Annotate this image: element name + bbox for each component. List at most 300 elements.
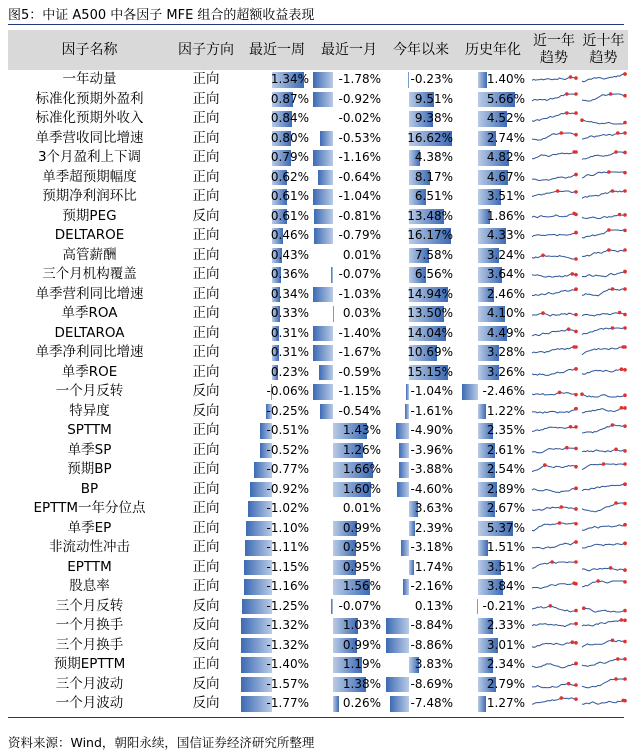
ytd-value: 6.56%	[414, 267, 453, 281]
factor-name: 三个月波动	[55, 675, 124, 692]
month-value: -0.53%	[338, 130, 381, 145]
table-row	[8, 499, 628, 519]
trend-1y-sparkline	[530, 266, 578, 283]
factor-direction: 正向	[192, 188, 220, 204]
annual-value: 2.67%	[486, 501, 525, 515]
month-value: -0.92%	[338, 91, 381, 106]
ytd-value: -8.86%	[410, 637, 453, 652]
trend-10y-sparkline	[580, 559, 627, 576]
month-value: 1.38%	[342, 676, 381, 691]
month-value: -1.04%	[338, 189, 381, 203]
trend-10y-sparkline	[580, 442, 627, 459]
month-value: -0.02%	[338, 111, 381, 125]
annual-value: 4.33%	[486, 228, 525, 242]
ytd-value: -4.90%	[410, 423, 453, 437]
ytd-value: -0.23%	[410, 72, 453, 86]
table-row	[8, 129, 628, 149]
trend-1y-sparkline	[530, 695, 578, 712]
annual-value: 3.51%	[486, 189, 525, 203]
annual-value: 5.66%	[486, 91, 525, 106]
figure-title: 图5：中证 A500 中各因子 MFE 组合的超额收益表现	[8, 8, 315, 23]
annual-value: 1.51%	[486, 540, 525, 554]
trend-10y-sparkline	[580, 656, 627, 673]
trend-1y-sparkline	[530, 403, 578, 420]
factor-name: 单季ROA	[61, 305, 118, 321]
week-value: -1.40%	[266, 657, 309, 671]
month-value: -0.64%	[338, 169, 381, 184]
table-row	[8, 597, 628, 617]
week-value: -1.32%	[266, 618, 309, 632]
factor-direction: 正向	[192, 110, 220, 126]
table-row	[8, 90, 628, 110]
trend-10y-sparkline	[580, 364, 627, 381]
table-row	[8, 460, 628, 480]
trend-10y-sparkline	[580, 325, 627, 342]
trend-10y-sparkline	[580, 71, 627, 88]
week-value: -0.92%	[266, 481, 309, 496]
ytd-value: 3.83%	[414, 657, 453, 671]
annual-value: 5.37%	[486, 520, 525, 535]
table-row	[8, 655, 628, 675]
trend-10y-sparkline	[580, 305, 627, 322]
trend-10y-sparkline	[580, 247, 627, 264]
ytd-value: -4.60%	[410, 481, 453, 496]
annual-value: 3.51%	[486, 559, 525, 574]
annual-value: 2.54%	[486, 462, 525, 476]
table-header	[8, 30, 628, 70]
trend-1y-sparkline	[530, 461, 578, 478]
month-value: 1.60%	[342, 481, 381, 496]
annual-value: 4.82%	[486, 150, 525, 164]
annual-value: 4.10%	[486, 306, 525, 320]
factor-name: 三个月换手	[55, 636, 124, 653]
factor-name: 预期BP	[67, 461, 112, 477]
factor-name: 单季EP	[67, 519, 112, 536]
trend-10y-sparkline	[580, 130, 627, 147]
table-row	[8, 343, 628, 363]
annual-value: 4.52%	[486, 111, 525, 125]
factor-direction: 反向	[192, 597, 220, 614]
trend-10y-sparkline	[580, 227, 627, 244]
ytd-value: 14.04%	[407, 325, 453, 340]
week-value: -1.32%	[266, 637, 309, 652]
week-value: -0.06%	[266, 384, 309, 398]
table-row	[8, 109, 628, 129]
annual-value: -2.46%	[482, 384, 525, 398]
factor-direction: 正向	[192, 129, 220, 146]
ytd-value: 8.17%	[414, 169, 453, 184]
month-value: 1.43%	[342, 423, 381, 437]
annual-value: 3.24%	[486, 247, 525, 262]
factor-name: 单季净利同比增速	[35, 344, 144, 360]
table-row	[8, 246, 628, 266]
trend-1y-sparkline	[530, 481, 578, 498]
week-value: 1.34%	[270, 72, 309, 86]
week-value: -1.15%	[266, 559, 309, 574]
month-value: -0.81%	[338, 208, 381, 223]
header-direction: 因子方向	[178, 41, 234, 58]
week-value: 0.31%	[270, 345, 309, 359]
annual-value: 2.61%	[486, 442, 525, 457]
trend-1y-sparkline	[530, 364, 578, 381]
table-row	[8, 226, 628, 246]
trend-1y-sparkline	[530, 208, 578, 225]
factor-name: 标准化预期外收入	[35, 110, 144, 126]
table-row	[8, 382, 628, 402]
factor-direction: 正向	[192, 149, 220, 165]
month-value: 0.95%	[342, 540, 381, 554]
factor-direction: 反向	[192, 207, 220, 224]
week-value: -1.10%	[266, 520, 309, 535]
month-value: 1.19%	[342, 657, 381, 671]
month-value: 1.26%	[342, 442, 381, 457]
ytd-value: -2.16%	[410, 579, 453, 593]
factor-name: 单季SP	[67, 441, 112, 458]
trend-10y-sparkline	[580, 169, 627, 186]
week-value: -0.51%	[266, 423, 309, 437]
trend-1y-sparkline	[530, 149, 578, 166]
header-week: 最近一周	[249, 41, 305, 58]
annual-value: 1.40%	[486, 72, 525, 86]
month-value: -0.54%	[338, 403, 381, 418]
trend-10y-sparkline	[580, 598, 627, 615]
factor-direction: 正向	[192, 500, 220, 516]
annual-value: 3.26%	[486, 364, 525, 379]
header-ytd: 今年以来	[393, 41, 449, 58]
trend-1y-sparkline	[530, 169, 578, 186]
trend-1y-sparkline	[530, 539, 578, 556]
factor-name: SPTTM	[67, 422, 112, 438]
table-row	[8, 363, 628, 383]
week-value: 0.46%	[270, 228, 309, 242]
trend-1y-sparkline	[530, 383, 578, 400]
table-row	[8, 265, 628, 285]
factor-name: 预期PEG	[62, 207, 117, 224]
month-value: 1.03%	[342, 618, 381, 632]
header-1y-trend: 近一年 趋势	[533, 33, 575, 66]
factor-direction: 正向	[192, 266, 220, 282]
factor-name: 单季ROE	[61, 363, 118, 380]
ytd-value: -3.18%	[410, 540, 453, 554]
top-rule	[8, 24, 624, 25]
trend-10y-sparkline	[580, 403, 627, 420]
month-value: -1.15%	[338, 384, 381, 398]
header-month: 最近一月	[321, 41, 377, 58]
factor-name: 单季营收同比增速	[35, 129, 144, 146]
factor-name: 非流动性冲击	[49, 539, 130, 555]
ytd-value: 15.15%	[407, 364, 453, 379]
month-value: 0.99%	[342, 520, 381, 535]
factor-name: 三个月反转	[55, 597, 124, 614]
ytd-value: 9.51%	[414, 91, 453, 106]
factor-direction: 反向	[192, 695, 220, 711]
table-row	[8, 148, 628, 168]
ytd-value: 13.48%	[407, 208, 453, 223]
week-value: 0.33%	[270, 306, 309, 320]
trend-1y-sparkline	[530, 227, 578, 244]
month-value: 0.01%	[342, 501, 381, 515]
annual-value: 1.27%	[486, 696, 525, 710]
ytd-value: -8.84%	[410, 618, 453, 632]
trend-1y-sparkline	[530, 71, 578, 88]
week-value: 0.34%	[270, 286, 309, 301]
factor-name: 标准化预期外盈利	[35, 90, 144, 107]
trend-1y-sparkline	[530, 130, 578, 147]
ytd-value: 7.58%	[414, 247, 453, 262]
month-value: 0.26%	[342, 696, 381, 710]
week-value: 0.31%	[270, 325, 309, 340]
factor-direction: 正向	[192, 656, 220, 672]
factor-name: 单季超预期幅度	[42, 168, 137, 185]
trend-10y-sparkline	[580, 617, 627, 634]
factor-direction: 正向	[192, 578, 220, 594]
month-value: 0.95%	[342, 559, 381, 574]
trend-10y-sparkline	[580, 110, 627, 127]
trend-10y-sparkline	[580, 91, 627, 108]
ytd-value: -7.48%	[410, 696, 453, 710]
factor-direction: 正向	[192, 363, 220, 380]
factor-direction: 正向	[192, 71, 220, 87]
trend-1y-sparkline	[530, 617, 578, 634]
trend-10y-sparkline	[580, 149, 627, 166]
header-annualized: 历史年化	[465, 41, 521, 58]
factor-direction: 反向	[192, 402, 220, 419]
month-value: -1.78%	[338, 72, 381, 86]
table-row	[8, 285, 628, 305]
week-value: -1.25%	[266, 598, 309, 613]
week-value: 0.23%	[270, 364, 309, 379]
factor-name: DELTAROE	[54, 227, 125, 243]
week-value: 0.80%	[270, 130, 309, 145]
trend-10y-sparkline	[580, 461, 627, 478]
month-value: -0.07%	[338, 267, 381, 281]
trend-1y-sparkline	[530, 91, 578, 108]
annual-value: 2.74%	[486, 130, 525, 145]
annual-value: 2.34%	[486, 657, 525, 671]
table-row	[8, 558, 628, 578]
factor-direction: 正向	[192, 90, 220, 107]
table-row	[8, 577, 628, 597]
header-factor-name: 因子名称	[61, 41, 118, 58]
factor-direction: 反向	[192, 675, 220, 692]
factor-direction: 正向	[192, 246, 220, 263]
annual-value: 3.01%	[486, 637, 525, 652]
annual-value: 2.79%	[486, 676, 525, 691]
table-row	[8, 538, 628, 558]
annual-value: 2.33%	[486, 618, 525, 632]
factor-direction: 正向	[192, 480, 220, 497]
week-value: 0.61%	[270, 189, 309, 203]
annual-value: 1.22%	[486, 403, 525, 418]
annual-value: 1.86%	[486, 208, 525, 223]
table-row	[8, 616, 628, 636]
table-row	[8, 694, 628, 714]
annual-value: 4.67%	[486, 169, 525, 184]
table-row	[8, 441, 628, 461]
month-value: -1.03%	[338, 286, 381, 301]
annual-value: 3.28%	[486, 345, 525, 359]
factor-direction: 正向	[192, 285, 220, 302]
annual-value: 2.35%	[486, 423, 525, 437]
table-row	[8, 519, 628, 539]
table-row	[8, 675, 628, 695]
week-value: -0.77%	[266, 462, 309, 476]
trend-1y-sparkline	[530, 520, 578, 537]
trend-10y-sparkline	[580, 481, 627, 498]
trend-1y-sparkline	[530, 286, 578, 303]
trend-10y-sparkline	[580, 208, 627, 225]
week-value: -1.77%	[266, 696, 309, 710]
ytd-value: 2.39%	[414, 520, 453, 535]
factor-name: EPTTM	[67, 558, 112, 575]
factor-direction: 正向	[192, 461, 220, 477]
factor-name: 一个月波动	[55, 695, 124, 711]
ytd-value: 1.74%	[414, 559, 453, 574]
week-value: 0.87%	[270, 91, 309, 106]
factor-name: 3个月盈利上下调	[37, 149, 142, 165]
month-value: -0.79%	[338, 228, 381, 242]
ytd-value: 16.17%	[407, 228, 453, 242]
week-value: 0.43%	[270, 247, 309, 262]
ytd-value: -3.88%	[410, 462, 453, 476]
table-row	[8, 168, 628, 188]
month-value: 0.01%	[342, 247, 381, 262]
ytd-value: -8.69%	[410, 676, 453, 691]
trend-1y-sparkline	[530, 325, 578, 342]
factor-direction: 正向	[192, 227, 220, 243]
trend-1y-sparkline	[530, 676, 578, 693]
week-value: -0.25%	[266, 403, 309, 418]
table-row	[8, 304, 628, 324]
month-value: 1.66%	[342, 462, 381, 476]
factor-direction: 反向	[192, 383, 220, 399]
month-value: -1.67%	[338, 345, 381, 359]
ytd-value: 4.38%	[414, 150, 453, 164]
month-value: -1.40%	[338, 325, 381, 340]
trend-1y-sparkline	[530, 578, 578, 595]
table-row	[8, 421, 628, 441]
week-value: 0.36%	[270, 267, 309, 281]
factor-name: BP	[80, 480, 99, 497]
trend-10y-sparkline	[580, 383, 627, 400]
trend-1y-sparkline	[530, 500, 578, 517]
factor-direction: 正向	[192, 344, 220, 360]
trend-1y-sparkline	[530, 656, 578, 673]
week-value: -0.52%	[266, 442, 309, 457]
trend-10y-sparkline	[580, 500, 627, 517]
header-10y-trend: 近十年 趋势	[582, 33, 625, 66]
ytd-value: 14.94%	[407, 286, 453, 301]
week-value: -1.11%	[266, 540, 309, 554]
table-row	[8, 187, 628, 207]
week-value: 0.61%	[270, 208, 309, 223]
month-value: -1.16%	[338, 150, 381, 164]
month-value: 0.99%	[342, 637, 381, 652]
factor-name: 一个月换手	[55, 617, 124, 633]
table-row	[8, 324, 628, 344]
factor-direction: 正向	[192, 441, 220, 458]
trend-1y-sparkline	[530, 188, 578, 205]
factor-name: EPTTM一年分位点	[33, 500, 146, 516]
month-value: 0.03%	[342, 306, 381, 320]
factor-name: DELTAROA	[54, 324, 125, 341]
factor-name: 三个月机构覆盖	[42, 266, 137, 282]
trend-10y-sparkline	[580, 637, 627, 654]
week-value: -1.57%	[266, 676, 309, 691]
trend-1y-sparkline	[530, 247, 578, 264]
table-row	[8, 70, 628, 90]
factor-direction: 正向	[192, 539, 220, 555]
ytd-value: -3.96%	[410, 442, 453, 457]
factor-name: 预期净利润环比	[42, 188, 137, 204]
table-row	[8, 636, 628, 656]
trend-10y-sparkline	[580, 286, 627, 303]
trend-10y-sparkline	[580, 695, 627, 712]
annual-value: -0.21%	[482, 598, 525, 613]
week-value: 0.79%	[270, 150, 309, 164]
trend-10y-sparkline	[580, 422, 627, 439]
ytd-value: -1.61%	[410, 403, 453, 418]
week-value: -1.02%	[266, 501, 309, 515]
annual-value: 3.64%	[486, 267, 525, 281]
factor-name: 高管薪酬	[62, 246, 117, 263]
trend-1y-sparkline	[530, 305, 578, 322]
month-value: -0.07%	[338, 598, 381, 613]
trend-1y-sparkline	[530, 344, 578, 361]
trend-1y-sparkline	[530, 442, 578, 459]
factor-direction: 正向	[192, 519, 220, 536]
week-value: -1.16%	[266, 579, 309, 593]
table-row	[8, 480, 628, 500]
annual-value: 4.49%	[486, 325, 525, 340]
ytd-value: 9.38%	[414, 111, 453, 125]
factor-direction: 正向	[192, 422, 220, 438]
trend-10y-sparkline	[580, 676, 627, 693]
ytd-value: 13.50%	[407, 306, 453, 320]
week-value: 0.62%	[270, 169, 309, 184]
ytd-value: 6.51%	[414, 189, 453, 203]
factor-direction: 正向	[192, 168, 220, 185]
factor-name: 股息率	[69, 578, 110, 594]
ytd-value: 3.63%	[414, 501, 453, 515]
factor-name: 预期EPTTM	[53, 656, 126, 672]
month-value: -0.59%	[338, 364, 381, 379]
factor-direction: 正向	[192, 324, 220, 341]
factor-name: 一年动量	[62, 71, 117, 87]
ytd-value: 10.69%	[407, 345, 453, 359]
trend-10y-sparkline	[580, 539, 627, 556]
trend-1y-sparkline	[530, 559, 578, 576]
trend-10y-sparkline	[580, 266, 627, 283]
trend-10y-sparkline	[580, 520, 627, 537]
ytd-value: 0.13%	[414, 598, 453, 613]
table-row	[8, 402, 628, 422]
trend-10y-sparkline	[580, 578, 627, 595]
trend-10y-sparkline	[580, 344, 627, 361]
source-note: 资料来源：Wind，朝阳永续，国信证券经济研究所整理	[8, 735, 315, 750]
trend-1y-sparkline	[530, 422, 578, 439]
trend-1y-sparkline	[530, 110, 578, 127]
annual-value: 2.89%	[486, 481, 525, 496]
annual-value: 3.84%	[486, 579, 525, 593]
trend-10y-sparkline	[580, 188, 627, 205]
factor-name: 单季营利同比增速	[35, 285, 144, 302]
ytd-value: 16.62%	[407, 130, 453, 145]
trend-1y-sparkline	[530, 637, 578, 654]
factor-name: 一个月反转	[55, 383, 124, 399]
factor-name: 特异度	[69, 402, 110, 419]
factor-direction: 正向	[192, 558, 220, 575]
